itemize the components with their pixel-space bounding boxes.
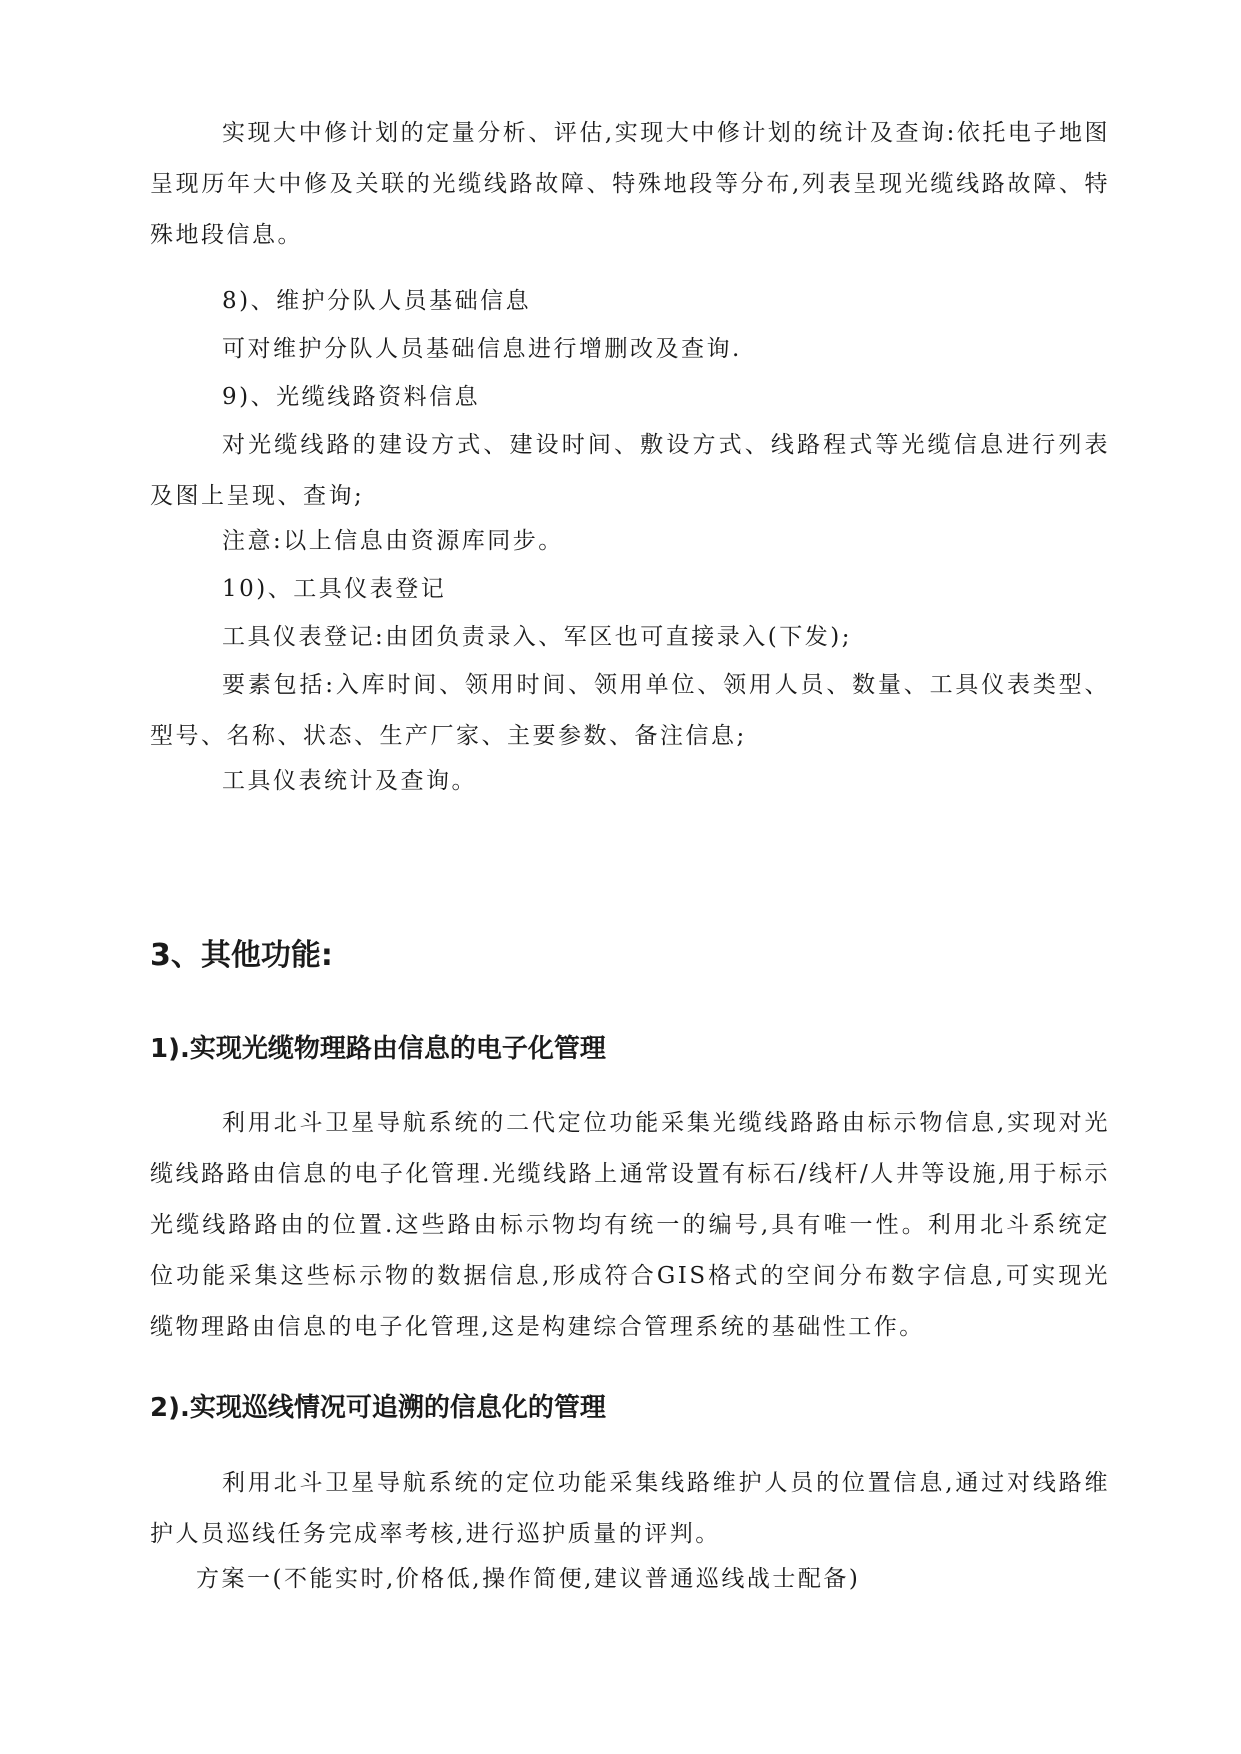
item-10-description-2: 要素包括:入库时间、领用时间、领用单位、领用人员、数量、工具仪表类型、型号、名称、状态、生产厂家、主要参数、备注信息; [150,672,1110,749]
subsection-1-paragraph: 利用北斗卫星导航系统的二代定位功能采集光缆线路路由标示物信息,实现对光缆线路路由信息的电子化管理.光缆线路上通常设置有标石/线杆/人井等设施,用于标示光缆线路路由的位置.这些路由标示物均有统一的编号,具有唯一性。利用北斗系统定位功能采集这些标示物的数据信息,形成符合GIS格式的空间分布数字信息,可实现光缆物理路由信息的电子化管理,这是构建综合管理系统的基础性工作。 [150,1110,1110,1340]
item-8-title: 8)、维护分队人员基础信息 [222,288,532,314]
subsection-1-heading: 1).实现光缆物理路由信息的电子化管理 [150,1034,606,1064]
item-8-description: 可对维护分队人员基础信息进行增删改及查询. [222,336,742,362]
item-10-description-1: 工具仪表登记:由团负责录入、军区也可直接录入(下发); [222,624,852,650]
note-text: 注意:以上信息由资源库同步。 [222,528,564,554]
item-10-title: 10)、工具仪表登记 [222,576,447,602]
item-9-description: 对光缆线路的建设方式、建设时间、敷设方式、线路程式等光缆信息进行列表及图上呈现、查询; [150,432,1110,509]
section-3-heading: 3、其他功能: [150,938,333,973]
item-10-description-3: 工具仪表统计及查询。 [222,768,477,794]
item-9-title: 9)、光缆线路资料信息 [222,384,481,410]
plan-one-text: 方案一(不能实时,价格低,操作简便,建议普通巡线战士配备) [196,1566,861,1592]
subsection-2-paragraph: 利用北斗卫星导航系统的定位功能采集线路维护人员的位置信息,通过对线路维护人员巡线任务完成率考核,进行巡护质量的评判。 [150,1470,1110,1547]
paragraph-maintenance-plan: 实现大中修计划的定量分析、评估,实现大中修计划的统计及查询:依托电子地图呈现历年大中修及关联的光缆线路故障、特殊地段等分布,列表呈现光缆线路故障、特殊地段信息。 [150,120,1110,248]
subsection-2-heading: 2).实现巡线情况可追溯的信息化的管理 [150,1393,606,1423]
